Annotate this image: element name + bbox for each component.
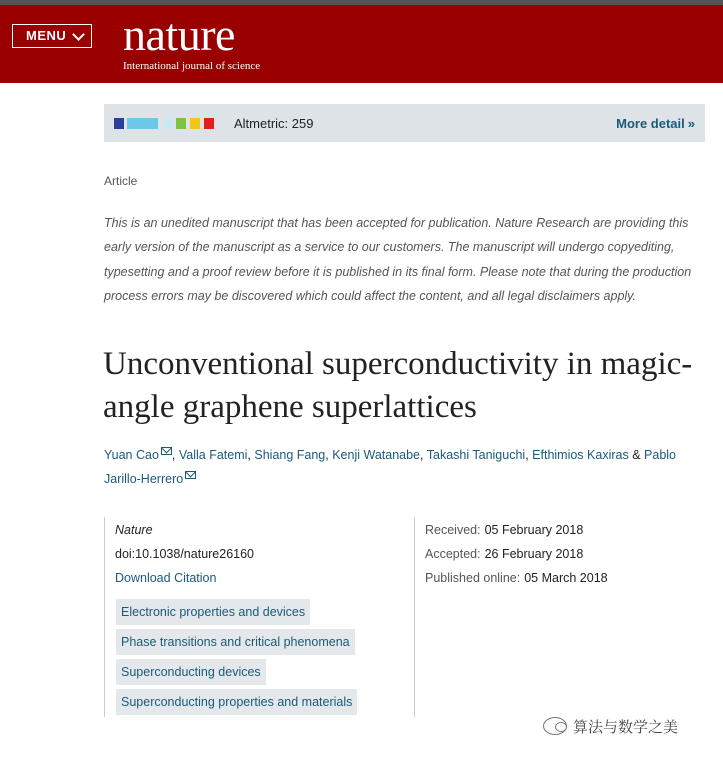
altmetric-segment <box>164 118 173 129</box>
altmetric-segment <box>114 118 124 129</box>
authors-ampersand: & <box>632 448 641 462</box>
nature-logo[interactable] <box>123 9 261 72</box>
subject-tag[interactable]: Superconducting devices <box>116 659 266 685</box>
subject-tag[interactable]: Superconducting properties and materials <box>116 689 357 715</box>
watermark <box>543 716 678 737</box>
author-link[interactable]: Valla Fatemi <box>178 448 248 462</box>
chevron-down-icon <box>72 28 85 41</box>
date-accepted <box>425 547 583 561</box>
logo-tagline: International journal of science <box>123 60 261 72</box>
date-label: Received: <box>425 523 481 537</box>
altmetric-segment <box>176 118 186 129</box>
article-meta <box>104 517 405 717</box>
menu-label: MENU <box>26 28 67 43</box>
author-link[interactable]: Yuan Cao <box>104 448 159 462</box>
author-link[interactable]: Efthimios Kaxiras <box>532 448 629 462</box>
watermark-text: 算法与数学之美 <box>573 719 679 736</box>
date-value: 26 February 2018 <box>484 547 584 561</box>
date-value: 05 February 2018 <box>484 523 584 537</box>
journal-name: Nature <box>115 523 153 537</box>
manuscript-notice: This is an unedited manuscript that has been accepted for publication. Nature Research are providing this early version of the manuscript as a service to our customers. The manuscript will undergo copyediting, typesetting and a proof review before it is published in its final form. Please note that during the production process errors may be discovered which could affect the content, and all legal disclaimers apply. <box>104 216 692 303</box>
author-link[interactable]: Pablo Jarillo-Herrero <box>104 448 677 486</box>
date-label: Accepted: <box>425 547 481 561</box>
wechat-icon <box>543 717 567 735</box>
menu-button[interactable] <box>12 24 92 48</box>
altmetric-bar <box>104 104 705 142</box>
altmetric-score: Altmetric: 259 <box>234 116 314 131</box>
download-citation-link[interactable]: Download Citation <box>115 571 217 585</box>
article-dates <box>414 517 715 717</box>
double-chevron-right-icon: » <box>687 116 695 131</box>
page-title: Unconventional superconductivity in magic-angle graphene superlattices <box>103 346 693 425</box>
date-value: 05 March 2018 <box>524 571 608 585</box>
author-link[interactable]: Takashi Taniguchi <box>426 448 526 462</box>
date-received <box>425 523 583 537</box>
site-header <box>0 5 723 83</box>
date-published <box>425 571 608 585</box>
author-list: Yuan Cao , Valla Fatemi, Shiang Fang, Kenji Watanabe, Takashi Taniguchi, Efthimios Kaxiras & Pablo Jarillo-Herrero <box>104 448 677 486</box>
logo-wordmark: nature <box>123 9 235 60</box>
altmetric-segment <box>190 118 200 129</box>
author-link[interactable]: Kenji Watanabe <box>332 448 421 462</box>
mail-icon[interactable] <box>161 447 172 455</box>
doi: doi:10.1038/nature26160 <box>115 547 255 561</box>
subject-tag[interactable]: Electronic properties and devices <box>116 599 310 625</box>
mail-icon[interactable] <box>185 471 196 479</box>
date-label: Published online: <box>425 571 521 585</box>
subject-tag[interactable]: Phase transitions and critical phenomena <box>116 629 355 655</box>
article-type: Article <box>104 174 138 188</box>
altmetric-segment <box>204 118 214 129</box>
more-detail-link[interactable] <box>616 116 695 131</box>
altmetric-segment <box>127 118 158 129</box>
more-detail-label: More detail <box>616 116 685 131</box>
author-link[interactable]: Shiang Fang <box>254 448 326 462</box>
